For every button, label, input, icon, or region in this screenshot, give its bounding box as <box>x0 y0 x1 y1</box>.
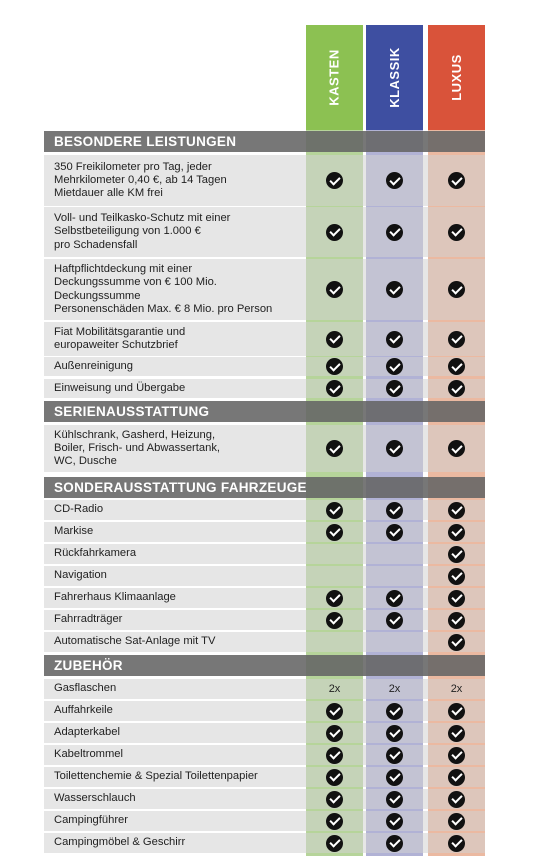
checkmark-icon <box>386 769 403 786</box>
cell-kasten <box>306 833 363 853</box>
table-row <box>44 322 485 356</box>
table-row <box>44 767 485 787</box>
cell-kasten <box>306 789 363 809</box>
checkmark-icon <box>448 612 465 629</box>
table-row <box>44 789 485 809</box>
checkmark-icon <box>448 358 465 375</box>
section-header <box>44 131 485 152</box>
cell-luxus <box>428 522 485 542</box>
checkmark-icon <box>386 835 403 852</box>
table-row <box>44 425 485 472</box>
checkmark-icon <box>386 725 403 742</box>
row-label: Toilettenchemie & Spezial Toilettenpapier <box>54 770 258 783</box>
checkmark-icon <box>386 172 403 189</box>
cell-kasten <box>306 207 363 257</box>
section-header <box>44 477 485 498</box>
cell-kasten <box>306 745 363 765</box>
cell-luxus <box>428 588 485 608</box>
cell-luxus <box>428 544 485 564</box>
cell-kasten <box>306 701 363 721</box>
cell-luxus <box>428 379 485 398</box>
cell-kasten <box>306 259 363 320</box>
row-label: Rückfahrkamera <box>54 547 137 560</box>
cell-luxus <box>428 425 485 472</box>
section-title: ZUBEHÖR <box>54 658 123 673</box>
table-row <box>44 566 485 586</box>
column-header-label: LUXUS <box>449 54 464 101</box>
row-label: Fahrerhaus Klimaanlage <box>54 591 176 604</box>
row-label: Gasflaschen <box>54 682 117 695</box>
checkmark-icon <box>326 440 343 457</box>
cell-klassik <box>366 789 423 809</box>
checkmark-icon <box>326 835 343 852</box>
checkmark-icon <box>448 634 465 651</box>
table-row <box>44 701 485 721</box>
column-header-klassik <box>366 25 423 130</box>
cell-luxus <box>428 723 485 743</box>
column-header-luxus <box>428 25 485 130</box>
checkmark-icon <box>326 172 343 189</box>
row-label: Voll- und Teilkasko-Schutz mit einer Selbstbeteiligung von 1.000 € pro Schadensfall <box>54 212 231 251</box>
column-header-kasten <box>306 25 363 130</box>
checkmark-icon <box>448 524 465 541</box>
checkmark-icon <box>448 769 465 786</box>
checkmark-icon <box>386 358 403 375</box>
cell-kasten <box>306 610 363 630</box>
cell-luxus <box>428 207 485 257</box>
cell-luxus <box>428 745 485 765</box>
checkmark-icon <box>448 224 465 241</box>
table-row <box>44 833 485 853</box>
table-row <box>44 632 485 652</box>
checkmark-icon <box>326 769 343 786</box>
cell-klassik <box>366 767 423 787</box>
row-label: Navigation <box>54 569 107 582</box>
cell-kasten <box>306 544 363 564</box>
row-label: Automatische Sat-Anlage mit TV <box>54 635 216 648</box>
table-row <box>44 522 485 542</box>
cell-kasten <box>306 723 363 743</box>
cell-klassik <box>366 610 423 630</box>
checkmark-icon <box>326 524 343 541</box>
row-label: Markise <box>54 525 94 538</box>
section-header <box>44 401 485 422</box>
row-label: Kühlschrank, Gasherd, Heizung, Boiler, Frisch- und Abwassertank, WC, Dusche <box>54 428 221 468</box>
row-label: CD-Radio <box>54 503 104 516</box>
checkmark-icon <box>386 813 403 830</box>
table-row <box>44 588 485 608</box>
checkmark-icon <box>448 502 465 519</box>
row-label: 350 Freikilometer pro Tag, jeder Mehrkilometer 0,40 €, ab 14 Tagen Mietdauer alle KM frei <box>54 160 227 200</box>
table-row <box>44 357 485 376</box>
cell-luxus <box>428 789 485 809</box>
checkmark-icon <box>326 358 343 375</box>
checkmark-icon <box>448 703 465 720</box>
checkmark-icon <box>448 725 465 742</box>
checkmark-icon <box>326 703 343 720</box>
checkmark-icon <box>386 380 403 397</box>
checkmark-icon <box>448 590 465 607</box>
checkmark-icon <box>448 747 465 764</box>
row-label: Kabeltrommel <box>54 748 124 761</box>
cell-kasten <box>306 357 363 376</box>
cell-klassik <box>366 155 423 206</box>
cell-klassik <box>366 701 423 721</box>
cell-klassik <box>366 679 423 699</box>
cell-klassik <box>366 322 423 356</box>
cell-klassik <box>366 259 423 320</box>
checkmark-icon <box>448 546 465 563</box>
cell-luxus <box>428 155 485 206</box>
table-row <box>44 155 485 206</box>
cell-klassik <box>366 632 423 652</box>
table-row <box>44 500 485 520</box>
row-label: Haftpflichtdeckung mit einer Deckungssumme von € 100 Mio. Deckungssumme Personenschäden Max. € 8 Mio. pro Person <box>54 263 273 315</box>
checkmark-icon <box>386 612 403 629</box>
cell-luxus <box>428 701 485 721</box>
checkmark-icon <box>386 224 403 241</box>
row-label: Wasserschlauch <box>54 792 136 805</box>
table-row <box>44 745 485 765</box>
cell-klassik <box>366 833 423 853</box>
checkmark-icon <box>326 813 343 830</box>
cell-klassik <box>366 379 423 398</box>
cell-text: 2x <box>450 683 463 695</box>
checkmark-icon <box>448 813 465 830</box>
column-header-label: KASTEN <box>326 49 342 106</box>
checkmark-icon <box>386 281 403 298</box>
checkmark-icon <box>326 791 343 808</box>
checkmark-icon <box>386 747 403 764</box>
cell-klassik <box>366 566 423 586</box>
checkmark-icon <box>326 612 343 629</box>
cell-klassik <box>366 522 423 542</box>
checkmark-icon <box>448 568 465 585</box>
checkmark-icon <box>326 725 343 742</box>
table-row <box>44 259 485 320</box>
cell-klassik <box>366 723 423 743</box>
row-label: Fiat Mobilitätsgarantie und europaweiter Schutzbrief <box>54 325 186 351</box>
cell-kasten <box>306 522 363 542</box>
table-row <box>44 207 485 257</box>
cell-kasten <box>306 632 363 652</box>
row-label: Campingführer <box>54 814 128 827</box>
checkmark-icon <box>326 281 343 298</box>
row-label: Einweisung und Übergabe <box>54 381 186 394</box>
checkmark-icon <box>386 524 403 541</box>
checkmark-icon <box>448 791 465 808</box>
table-row <box>44 610 485 630</box>
cell-luxus <box>428 679 485 699</box>
cell-kasten <box>306 425 363 472</box>
cell-kasten <box>306 500 363 520</box>
cell-luxus <box>428 610 485 630</box>
checkmark-icon <box>448 440 465 457</box>
column-header-label: KLASSIK <box>387 47 402 108</box>
cell-luxus <box>428 357 485 376</box>
row-label: Außenreinigung <box>54 359 133 372</box>
cell-kasten <box>306 811 363 831</box>
cell-klassik <box>366 500 423 520</box>
row-label: Adapterkabel <box>54 726 120 739</box>
cell-text: 2x <box>328 683 341 695</box>
cell-klassik <box>366 425 423 472</box>
cell-luxus <box>428 811 485 831</box>
checkmark-icon <box>326 747 343 764</box>
cell-luxus <box>428 259 485 320</box>
checkmark-icon <box>386 331 403 348</box>
checkmark-icon <box>326 590 343 607</box>
row-label: Auffahrkeile <box>54 704 113 717</box>
cell-klassik <box>366 811 423 831</box>
cell-kasten <box>306 379 363 398</box>
cell-luxus <box>428 767 485 787</box>
section-title: SERIENAUSSTATTUNG <box>54 404 210 419</box>
checkmark-icon <box>448 835 465 852</box>
section-title: SONDERAUSSTATTUNG FAHRZEUGE <box>54 480 307 495</box>
checkmark-icon <box>386 440 403 457</box>
cell-luxus <box>428 322 485 356</box>
cell-klassik <box>366 588 423 608</box>
cell-kasten <box>306 155 363 206</box>
checkmark-icon <box>448 380 465 397</box>
cell-luxus <box>428 632 485 652</box>
cell-klassik <box>366 357 423 376</box>
cell-klassik <box>366 544 423 564</box>
checkmark-icon <box>448 281 465 298</box>
table-row <box>44 811 485 831</box>
cell-luxus <box>428 833 485 853</box>
table-row <box>44 723 485 743</box>
cell-klassik <box>366 207 423 257</box>
checkmark-icon <box>326 331 343 348</box>
table-row <box>44 379 485 398</box>
row-label: Fahrradträger <box>54 613 123 626</box>
section-header <box>44 655 485 676</box>
cell-kasten <box>306 588 363 608</box>
cell-text: 2x <box>388 683 401 695</box>
checkmark-icon <box>448 331 465 348</box>
checkmark-icon <box>326 380 343 397</box>
cell-kasten <box>306 679 363 699</box>
checkmark-icon <box>386 703 403 720</box>
cell-luxus <box>428 500 485 520</box>
checkmark-icon <box>326 502 343 519</box>
checkmark-icon <box>326 224 343 241</box>
cell-kasten <box>306 322 363 356</box>
checkmark-icon <box>386 791 403 808</box>
table-row <box>44 679 485 699</box>
cell-luxus <box>428 566 485 586</box>
cell-kasten <box>306 566 363 586</box>
row-label: Campingmöbel & Geschirr <box>54 836 186 849</box>
section-title: BESONDERE LEISTUNGEN <box>54 134 237 149</box>
table-row <box>44 544 485 564</box>
checkmark-icon <box>448 172 465 189</box>
checkmark-icon <box>386 590 403 607</box>
cell-kasten <box>306 767 363 787</box>
cell-klassik <box>366 745 423 765</box>
checkmark-icon <box>386 502 403 519</box>
